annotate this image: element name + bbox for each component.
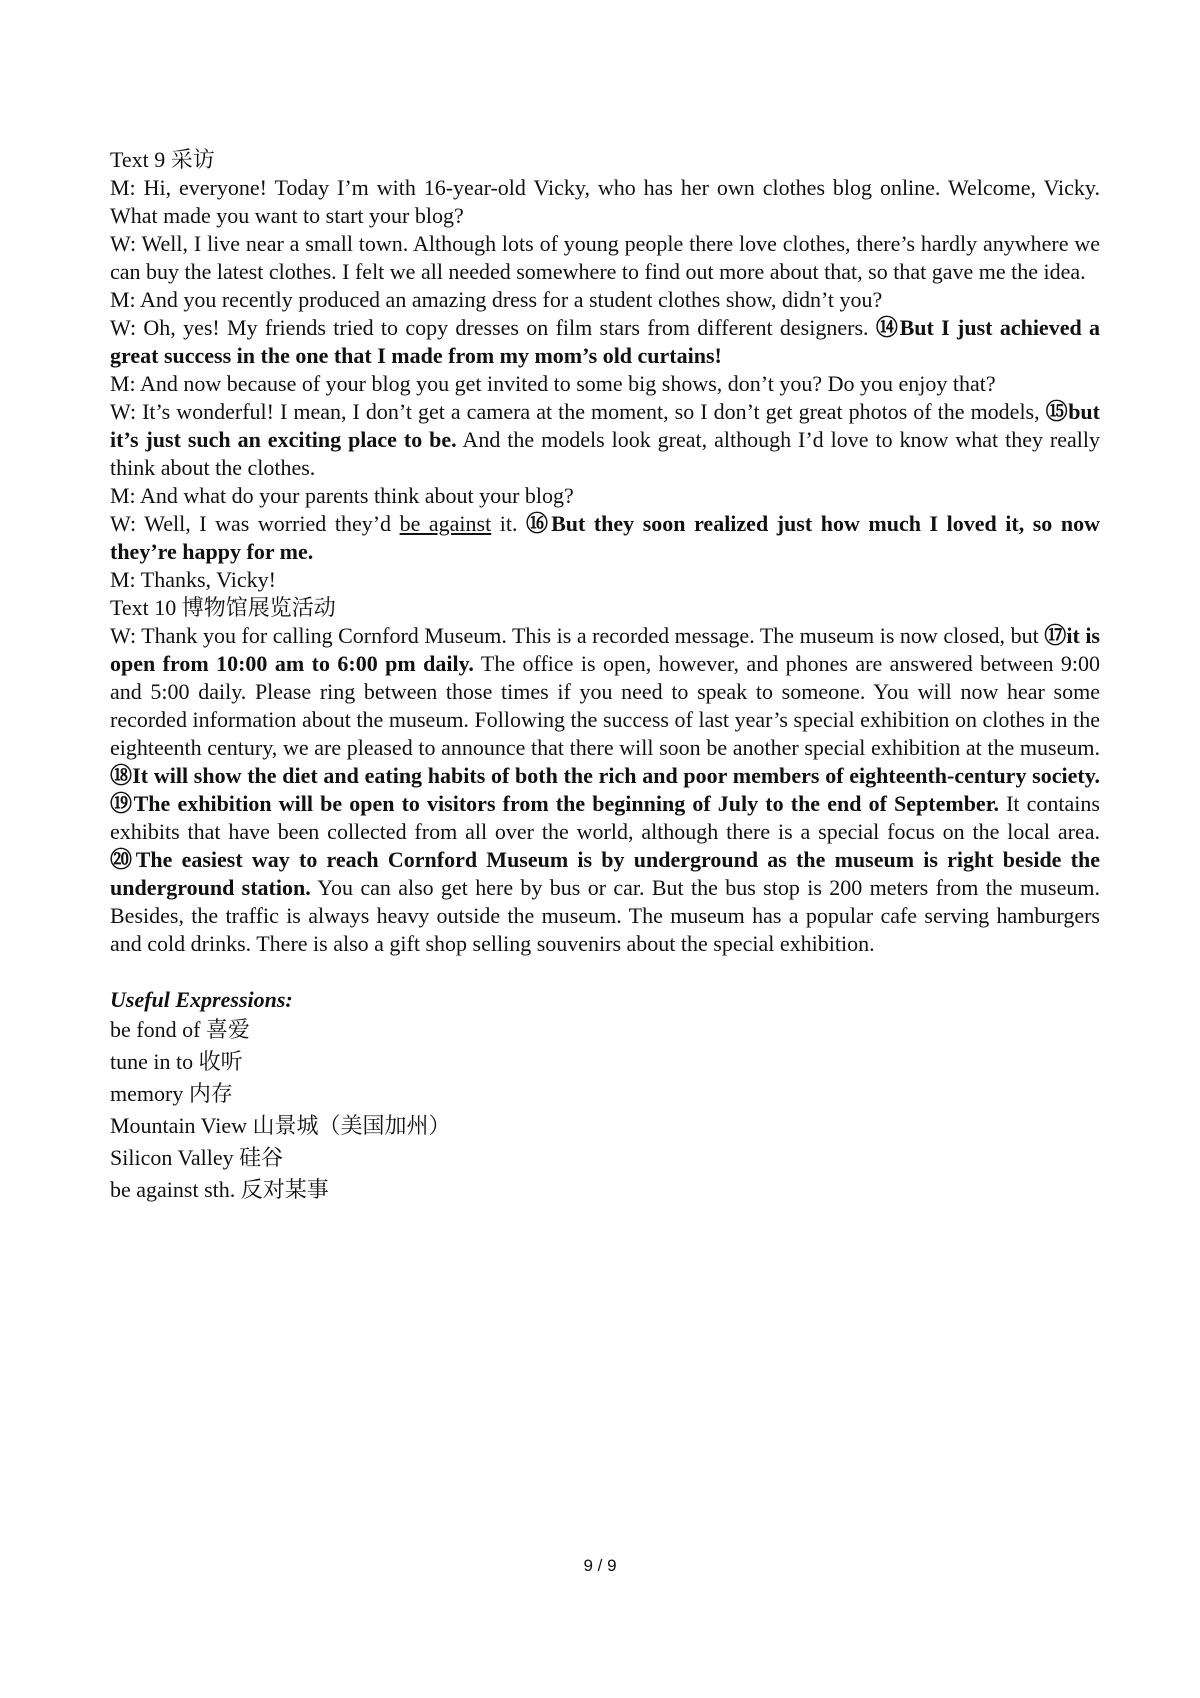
dialogue-line (110, 510, 1100, 566)
dialogue-line: M: And now because of your blog you get invited to some big shows, don’t you? Do you enjoy that? (110, 371, 996, 396)
paragraph-text: It contains exhibits that have been collected from all over the world, although there is a special focus on the local area. (110, 791, 1100, 844)
useful-expressions-title: Useful Expressions: (110, 987, 293, 1012)
document-page (110, 146, 1100, 1206)
underlined-phrase: be against (399, 511, 492, 536)
paragraph-text: You can also get here by bus or car. But the bus stop is 200 meters from the museum. Besides, the traffic is always heavy outside the museum. The museum has a popular cafe serving hamburgers and cold drinks. There is also a gift shop selling souvenirs about the special exhibition. (110, 875, 1100, 956)
answer-key-18: ⑱It will show the diet and eating habits of both the rich and poor members of eighteenth-century society. (110, 763, 1100, 788)
paragraph-text: The office is open, however, and phones are answered between 9:00 and 5:00 daily. Please ring between those times if you need to speak to someone. You will now hear some recorded information about the museum. Following the success of last year’s special exhibition on clothes in the eighteenth century, we are pleased to announce that there will soon be another special exhibition at the museum. (110, 651, 1100, 760)
dialogue-line: M: And you recently produced an amazing dress for a student clothes show, didn’t you? (110, 287, 883, 312)
answer-key-20: ⑳The easiest way to reach Cornford Museum is by underground as the museum is right beside the underground station. (110, 847, 1100, 900)
dialogue-line: M: Thanks, Vicky! (110, 567, 276, 592)
dialogue-line: M: Hi, everyone! Today I’m with 16-year-old Vicky, who has her own clothes blog online. Welcome, Vicky. What made you want to start your blog? (110, 175, 1100, 228)
dialogue-line (110, 398, 1100, 482)
paragraph-text: W: Thank you for calling Cornford Museum. This is a recorded message. The museum is now closed, but (110, 623, 1045, 648)
dialogue-line: M: And what do your parents think about your blog? (110, 483, 574, 508)
dialogue-text: it. (491, 511, 527, 536)
text10-heading: Text 10 博物馆展览活动 (110, 595, 336, 620)
answer-key-14: ⑭But I just achieved a great success in the one that I made from my mom’s old curtains! (110, 315, 1101, 368)
expression-item: memory 内存 (110, 1081, 233, 1106)
dialogue-text: W: Well, I was worried they’d (110, 511, 400, 536)
expression-item: Mountain View 山景城（美国加州） (110, 1113, 451, 1138)
answer-key-16: ⑯But they soon realized just how much I loved it, so now they’re happy for me. (110, 511, 1100, 564)
dialogue-text: And the models look great, although I’d love to know what they really think about the clothes. (110, 427, 1100, 480)
text9-heading: Text 9 采访 (110, 147, 215, 172)
answer-key-19: ⑲The exhibition will be open to visitors from the beginning of July to the end of September. (110, 791, 999, 816)
expression-item: Silicon Valley 硅谷 (110, 1145, 284, 1170)
answer-key-17: ⑰it is open from 10:00 am to 6:00 pm daily. (110, 623, 1100, 676)
spacer (110, 958, 1100, 986)
expression-item: tune in to 收听 (110, 1049, 243, 1074)
dialogue-line: W: Well, I live near a small town. Although lots of young people there love clothes, there’s hardly anywhere we can buy the latest clothes. I felt we all needed somewhere to find out more about that, so that gave me the idea. (110, 231, 1100, 284)
answer-key-15: ⑮but it’s just such an exciting place to be. (110, 399, 1100, 452)
expression-item: be fond of 喜爱 (110, 1017, 250, 1042)
text10-paragraph (110, 622, 1100, 958)
dialogue-text: W: Oh, yes! My friends tried to copy dresses on film stars from different designers. (110, 315, 876, 340)
dialogue-line (110, 314, 1100, 370)
page-number: 9 / 9 (583, 1556, 617, 1575)
dialogue-text: W: It’s wonderful! I mean, I don’t get a camera at the moment, so I don’t get great photos of the models, (110, 399, 1046, 424)
expression-item: be against sth. 反对某事 (110, 1177, 329, 1202)
